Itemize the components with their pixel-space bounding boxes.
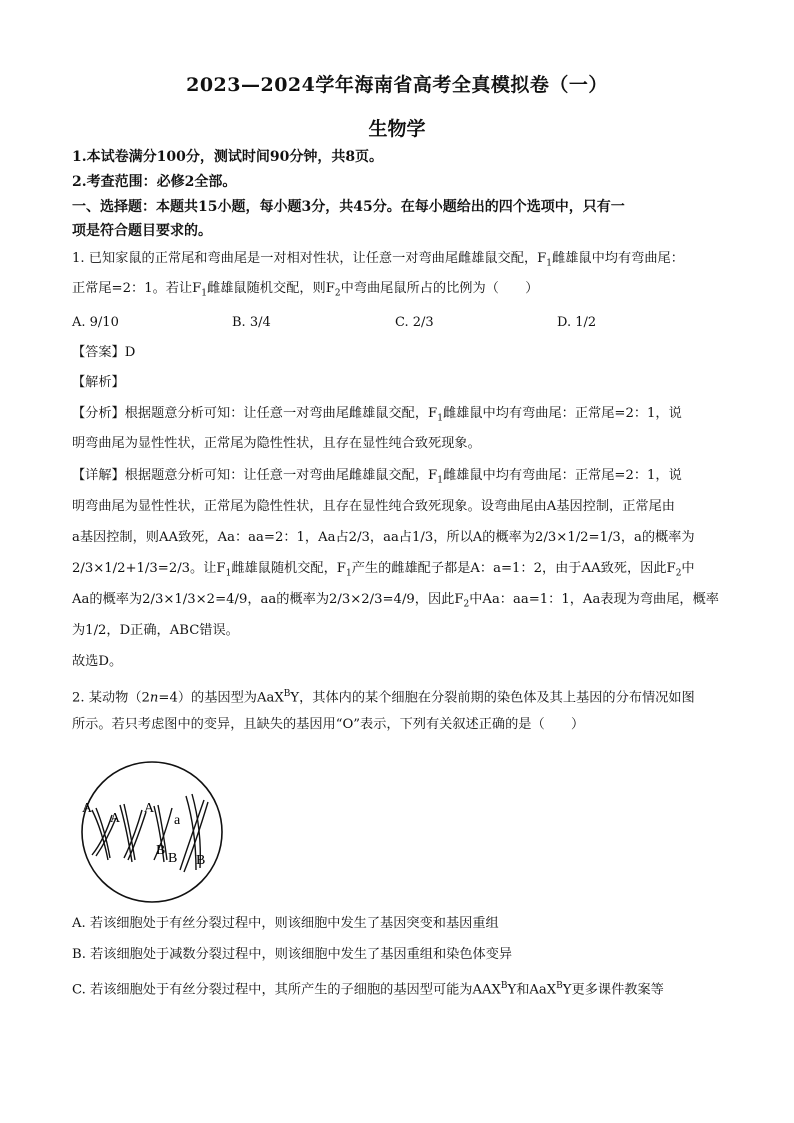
chromosome-2 [120,804,146,862]
q1-fenxi-line2: 明弯曲尾为显性性状，正常尾为隐性性状，且存在显性纯合致死现象。 [72,436,481,451]
q1-stem-line1: 1. 已知家鼠的正常尾和弯曲尾是一对相对性状，让任意一对弯曲尾雌雄鼠交配，$F_1$雌雄鼠中均有弯曲尾： [72,251,684,269]
q1-xiangjie-line4: 2/3×1/2+1/3=2/3。让$F_1$雌雄鼠随机交配，$F_1$产生的雌雄配子都是A：a=1：2，由于AA致死，因此$F_2$中 [72,561,695,579]
q1-xiangjie-line1: 【详解】根据题意分析可知：让任意一对弯曲尾雌雄鼠交配，$F_1$雌雄鼠中均有弯曲尾：正常尾=2：1，说 [72,468,682,486]
q2-stem-line2: 所示。若只考虑图中的变异，且缺失的基因用“O”表示，下列有关叙述正确的是（ ） [72,717,585,732]
section-heading-line1: 一、选择题：本题共15小题，每小题3分，共45分。在每小题给出的四个选项中，只有一 [72,199,625,215]
instruction-2: 2.考查范围：必修2全部。 [72,174,237,190]
q1-option-a: A. 9/10 [72,315,119,330]
cell-chromosome-diagram [72,760,232,905]
q1-xiangjie-line6: 为1/2，D正确，ABC错误。 [72,623,239,638]
gene-label-A1: A [82,801,93,816]
gene-label-B2: B [168,851,178,866]
q2-option-b: B. 若该细胞处于减数分裂过程中，则该细胞中发生了基因重组和染色体变异 [72,947,513,962]
gene-label-a: a [174,813,181,828]
q1-xiangjie-line2: 明弯曲尾为显性性状，正常尾为隐性性状，且存在显性纯合致死现象。设弯曲尾由A基因控制，正常尾由 [72,499,675,514]
q2-option-a: A. 若该细胞处于有丝分裂过程中，则该细胞中发生了基因突变和基因重组 [72,916,499,931]
q1-option-d: D. 1/2 [557,315,597,330]
q2-option-c: C. 若该细胞处于有丝分裂过程中，其所产生的子细胞的基因型可能为$AAX^BY$和AaX$^B$Y更多课件教案等 [72,981,664,998]
q1-xiangjie-line5: Aa的概率为2/3×1/3×2=4/9，aa的概率为2/3×2/3=4/9，因此$F_2$中Aa：aa=1：1，Aa表现为弯曲尾，概率 [72,592,719,610]
gene-label-A2: A [110,811,121,826]
q2-stem-line1: 2. 某动物（2n=4）的基因型为AaX$^B$Y，其体内的某个细胞在分裂前期的染色体及其上基因的分布情况如图 [72,689,695,706]
gene-label-B1: B [156,843,166,858]
q1-option-c: C. 2/3 [395,315,434,330]
q1-option-b: B. 3/4 [232,315,271,330]
gene-label-B3: B [196,853,206,868]
page-title: 2023—2024学年海南省高考全真模拟卷（一） [186,74,608,96]
q1-answer: 【答案】D [72,345,136,360]
gene-label-A3: A [144,801,155,816]
instruction-1: 1.本试卷满分100分，测试时间90分钟，共8页。 [72,149,384,165]
subject-title: 生物学 [368,118,426,140]
q1-fenxi-line1: 【分析】根据题意分析可知：让任意一对弯曲尾雌雄鼠交配，$F_1$雌雄鼠中均有弯曲尾：正常尾=2：1，说 [72,406,682,424]
q1-stem-line2: 正常尾=2：1。若让$F_1$雌雄鼠随机交配，则$F_2$中弯曲尾鼠所占的比例为（ ） [72,281,539,299]
section-heading-line2: 项是符合题目要求的。 [72,223,212,239]
q1-analysis-label: 【解析】 [72,375,125,390]
q1-xiangjie-line3: a基因控制，则AA致死，Aa：aa=2：1，Aa占2/3，aa占1/3，所以A的概率为2/3×1/2=1/3，a的概率为 [72,530,695,545]
cell-membrane-circle [82,762,222,902]
q1-conclusion: 故选D。 [72,654,123,669]
